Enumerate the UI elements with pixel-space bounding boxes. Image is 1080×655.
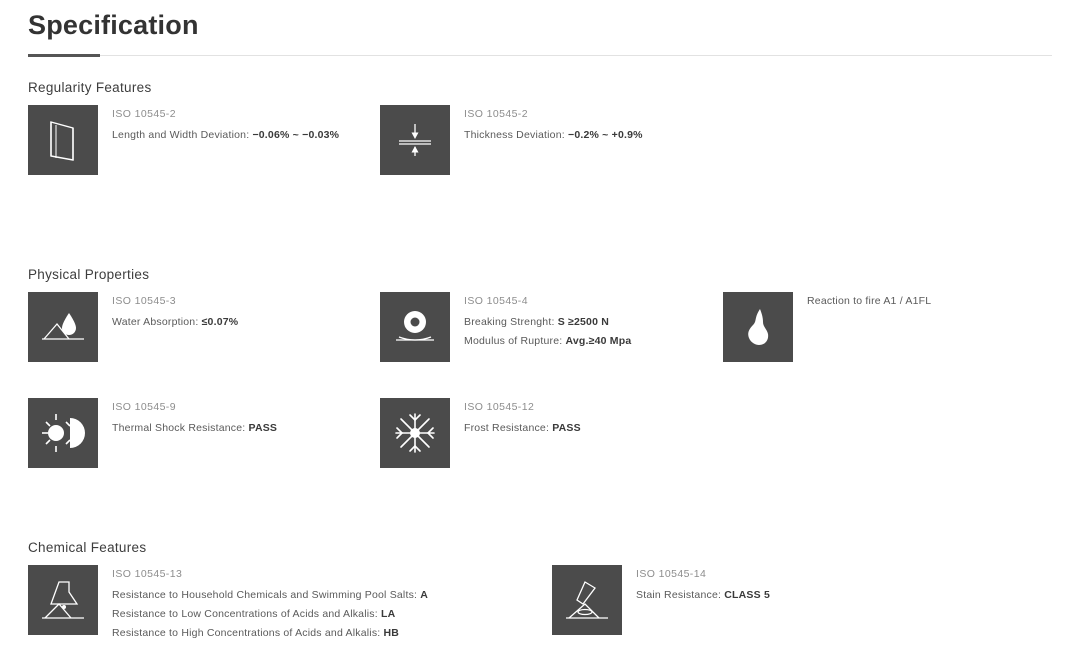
property-label: Stain Resistance: — [636, 589, 725, 601]
spec-text — [112, 292, 238, 332]
spec-item — [380, 398, 581, 468]
flame-icon — [723, 292, 793, 362]
section-title: Chemical Features — [28, 540, 147, 555]
section-title: Physical Properties — [28, 267, 150, 282]
property-value: LA — [380, 608, 396, 620]
property-line — [112, 586, 428, 605]
page-title: Specification — [28, 10, 199, 40]
standard-label: ISO 10545-9 — [112, 401, 176, 413]
snowflake-icon — [380, 398, 450, 468]
property-line — [464, 419, 581, 438]
spec-item — [28, 105, 339, 175]
breaking-strength-icon — [380, 292, 450, 362]
spec-item — [28, 565, 428, 643]
spec-text — [112, 105, 339, 145]
property-value: HB — [383, 627, 400, 639]
fire-reaction-note: Reaction to fire A1 / A1FL — [807, 295, 932, 307]
property-line — [112, 313, 238, 332]
property-label: Resistance to High Concentrations of Acids and Alkalis: — [112, 627, 384, 639]
section-chemical-features — [28, 540, 1052, 655]
property-label: Frost Resistance: — [464, 422, 553, 434]
spec-item — [380, 292, 631, 362]
property-label: Breaking Strenght: — [464, 316, 558, 328]
section-items — [28, 292, 1052, 472]
spec-item — [723, 292, 931, 362]
spec-text — [464, 398, 581, 438]
property-label: Resistance to Household Chemicals and Swimming Pool Salts: — [112, 589, 421, 601]
spec-item — [380, 105, 643, 175]
property-value: CLASS 5 — [724, 589, 770, 601]
section-items — [28, 105, 1052, 195]
section-regularity-features — [28, 80, 1052, 195]
section-title: Regularity Features — [28, 80, 152, 95]
standard-label: ISO 10545-2 — [112, 108, 176, 120]
property-value: Avg.≥40 Mpa — [565, 335, 632, 347]
property-value: A — [420, 589, 429, 601]
spec-text — [112, 565, 428, 643]
spec-text — [636, 565, 770, 605]
property-line — [464, 332, 631, 351]
tile-dimension-icon — [28, 105, 98, 175]
property-value: −0.2% ~ +0.9% — [568, 129, 643, 141]
standard-label: ISO 10545-3 — [112, 295, 176, 307]
title-underline — [28, 55, 1052, 56]
property-value: S ≥2500 N — [557, 316, 610, 328]
property-label: Thickness Deviation: — [464, 129, 568, 141]
thickness-arrows-icon — [380, 105, 450, 175]
property-label: Water Absorption: — [112, 316, 202, 328]
spec-text — [464, 292, 631, 351]
standard-label: ISO 10545-14 — [636, 568, 707, 580]
property-label: Modulus of Rupture: — [464, 335, 566, 347]
property-value: −0.06% ~ −0.03% — [252, 129, 340, 141]
property-line — [464, 126, 643, 145]
property-label: Length and Width Deviation: — [112, 129, 253, 141]
spec-item — [28, 292, 238, 362]
property-line — [112, 605, 428, 624]
spec-text — [112, 398, 277, 438]
spec-item — [28, 398, 277, 468]
property-line — [112, 624, 428, 643]
property-label: Thermal Shock Resistance: — [112, 422, 249, 434]
spec-item — [552, 565, 770, 635]
spec-text — [807, 292, 931, 309]
property-line — [112, 126, 339, 145]
standard-label: ISO 10545-12 — [464, 401, 535, 413]
property-value: PASS — [248, 422, 278, 434]
standard-label: ISO 10545-2 — [464, 108, 528, 120]
property-value: PASS — [552, 422, 581, 434]
property-line — [112, 419, 277, 438]
stain-resistance-icon — [552, 565, 622, 635]
standard-label: ISO 10545-13 — [112, 568, 183, 580]
property-label: Resistance to Low Concentrations of Acids and Alkalis: — [112, 608, 381, 620]
section-items — [28, 565, 1052, 655]
specification-page — [0, 8, 1080, 639]
standard-label: ISO 10545-4 — [464, 295, 528, 307]
thermal-shock-icon — [28, 398, 98, 468]
property-line — [636, 586, 770, 605]
property-value: ≤0.07% — [201, 316, 239, 328]
water-drop-icon — [28, 292, 98, 362]
section-physical-properties — [28, 267, 1052, 472]
property-line — [464, 313, 631, 332]
spec-text — [464, 105, 643, 145]
chemical-flask-icon — [28, 565, 98, 635]
